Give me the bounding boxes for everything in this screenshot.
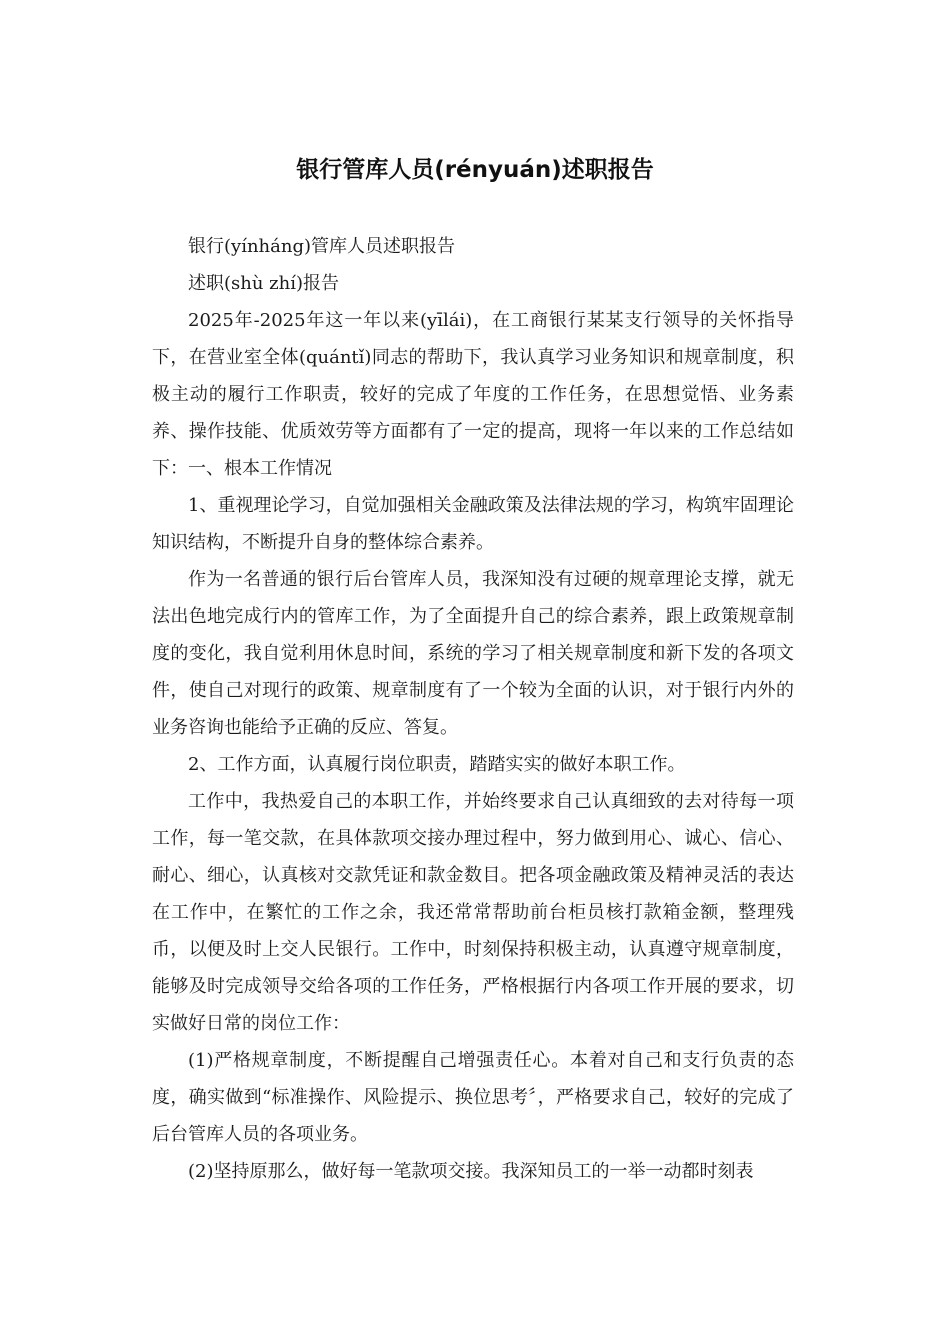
- paragraph-study: 作为一名普通的银行后台管库人员，我深知没有过硬的规章理论支撑，就无法出色地完成行内的管库工作，为了全面提升自己的综合素养，跟上政策规章制度的变化，我自觉利用休息时间，系统的学习了相关规章制度和新下发的各项文件，使自己对现行的政策、规章制度有了一个较为全面的认识，对于银行内外的业务咨询也能给予正确的反应、答复。: [152, 569, 794, 738]
- paragraph-work: 工作中，我热爱自己的本职工作，并始终要求自己认真细致的去对待每一项工作，每一笔交款，在具体款项交接办理过程中，努力做到用心、诚心、信心、耐心、细心，认真核对交款凭证和款金数目。把各项金融政策及精神灵活的表达在工作中，在繁忙的工作之余，我还常常帮助前台柜员核打款箱金额，整理残币，以便及时上交人民银行。工作中，时刻保持积极主动，认真遵守规章制度，能够及时完成领导交给各项的工作任务，严格根据行内各项工作开展的要求，切实做好日常的岗位工作：: [152, 791, 794, 1034]
- paragraph-report-label: 述职(shù zhí)报告: [188, 273, 340, 294]
- document-body: [152, 228, 794, 1190]
- document-title: 银行管库人员(rényuán)述职报告: [296, 157, 654, 183]
- paragraph-section-1: 1、重视理论学习，自觉加强相关金融政策及法律法规的学习，构筑牢固理论知识结构，不断提升自身的整体综合素养。: [152, 495, 794, 553]
- paragraph-item-2: (2)坚持原那么，做好每一笔款项交接。我深知员工的一举一动都时刻表: [188, 1161, 754, 1182]
- paragraph-item-1: (1)严格规章制度，不断提醒自己增强责任心。本着对自己和支行负责的态度，确实做到“标准操作、风险提示、换位思考〞，严格要求自己，较好的完成了后台管库人员的各项业务。: [152, 1050, 794, 1145]
- paragraph-section-2: 2、工作方面，认真履行岗位职责，踏踏实实的做好本职工作。: [188, 754, 686, 775]
- paragraph-heading-line: 银行(yínháng)管库人员述职报告: [188, 236, 456, 257]
- paragraph-intro: 2025年-2025年这一年以来(yīlái)，在工商银行某某支行领导的关怀指导下，在营业室全体(quántǐ)同志的帮助下，我认真学习业务知识和规章制度，积极主动的履行工作职责，较好的完成了年度的工作任务，在思想觉悟、业务素养、操作技能、优质效劳等方面都有了一定的提高，现将一年以来的工作总结如下：一、根本工作情况: [152, 310, 794, 479]
